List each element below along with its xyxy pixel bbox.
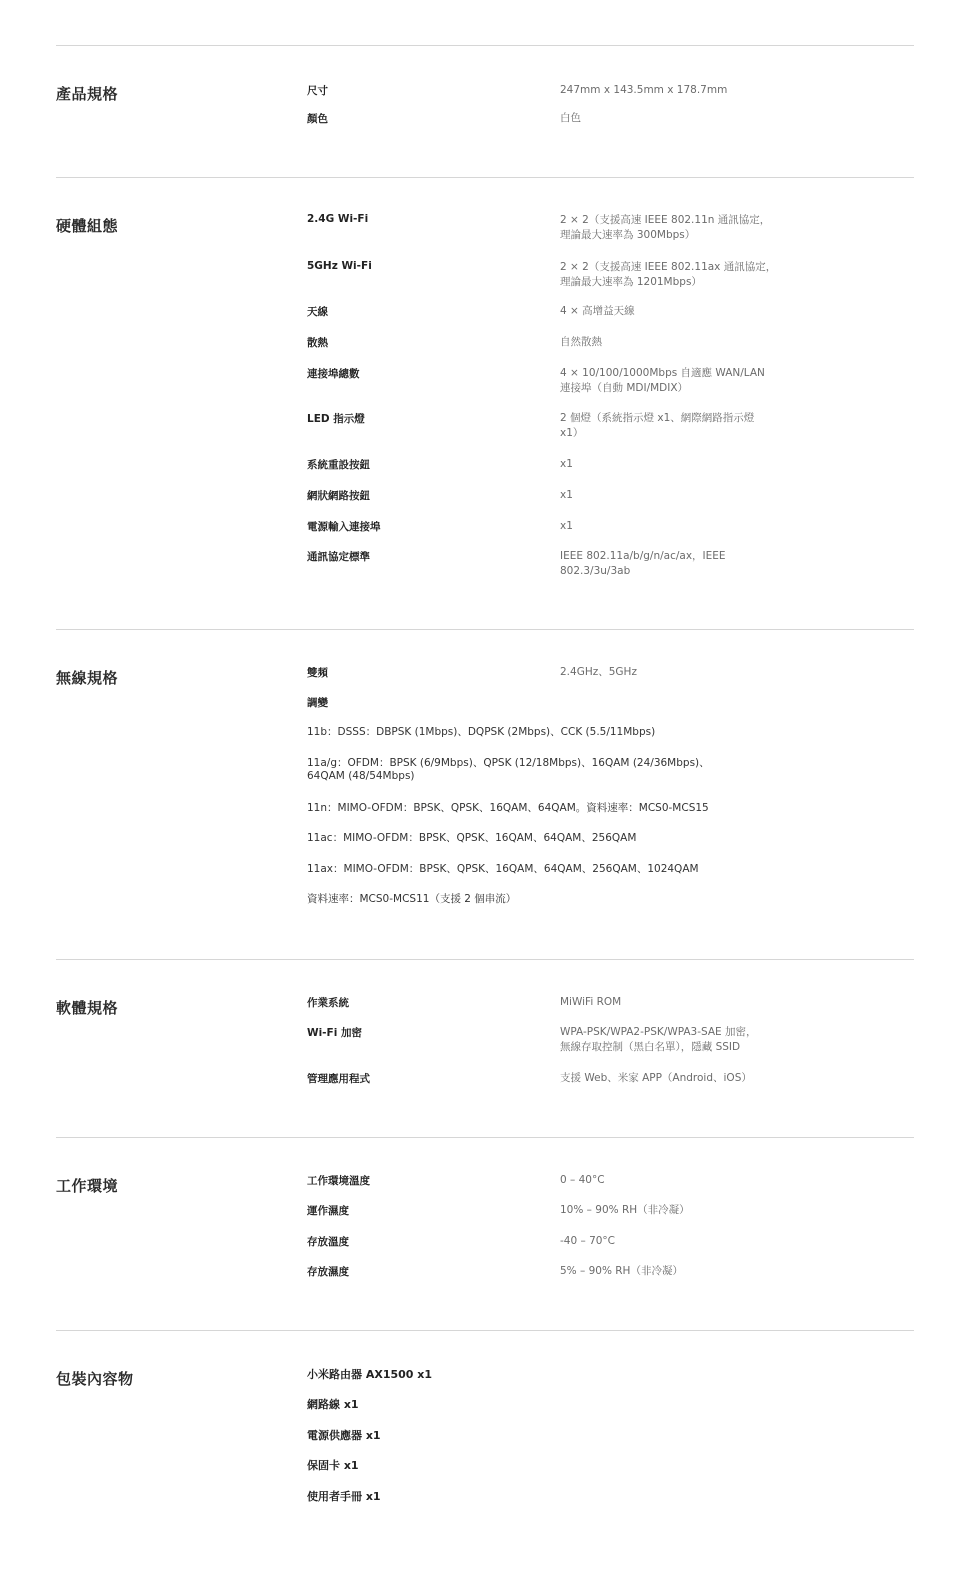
spec-value: 支援 Web、米家 APP（Android、iOS）	[560, 1072, 752, 1084]
spec-value: 2.4GHz、5GHz	[560, 666, 637, 678]
spec-value: 0 – 40°C	[560, 1174, 605, 1186]
section-divider	[56, 629, 914, 630]
spec-label: 調變	[307, 697, 328, 709]
spec-label: 系統重設按鈕	[307, 459, 370, 471]
spec-label: 工作環境溫度	[307, 1175, 370, 1187]
section-title: 工作環境	[56, 1177, 119, 1195]
modulation-text: 11ac：MIMO-OFDM：BPSK、QPSK、16QAM、64QAM、256QAM	[307, 832, 637, 844]
spec-value: 2 個燈（系統指示燈 x1、網際網路指示燈 x1）	[560, 412, 755, 439]
spec-label: 天線	[307, 306, 328, 318]
spec-label: 2.4G Wi-Fi	[307, 213, 369, 225]
spec-value: WPA-PSK/WPA2-PSK/WPA3-SAE 加密， 無線存取控制（黑白名單），隱藏 SSID	[560, 1026, 757, 1053]
spec-label: 網狀網路按鈕	[307, 490, 370, 502]
spec-value: x1	[560, 458, 573, 470]
package-item-text: 網路線 x1	[307, 1398, 359, 1411]
spec-label: 存放溫度	[307, 1236, 349, 1248]
spec-value: 白色	[560, 112, 581, 124]
spec-value: x1	[560, 520, 573, 532]
section-title: 硬體組態	[56, 217, 119, 235]
spec-label: 存放濕度	[307, 1266, 349, 1278]
section-title: 軟體規格	[56, 999, 119, 1017]
spec-value: 2 × 2（支援高速 IEEE 802.11ax 通訊協定， 理論最大速率為 1201Mbps）	[560, 261, 777, 288]
spec-label: 顏色	[307, 113, 328, 125]
spec-label: LED 指示燈	[307, 413, 365, 425]
section-divider	[56, 177, 914, 178]
spec-label: 雙頻	[307, 667, 328, 679]
modulation-text: 11ax：MIMO-OFDM：BPSK、QPSK、16QAM、64QAM、256QAM、1024QAM	[307, 863, 699, 875]
spec-value: -40 – 70°C	[560, 1235, 616, 1247]
spec-value: 10% – 90% RH（非冷凝）	[560, 1204, 690, 1216]
spec-value: 4 × 高增益天線	[560, 305, 635, 317]
spec-label: 電源輸入連接埠	[307, 521, 381, 533]
spec-label: 通訊協定標準	[307, 551, 370, 563]
spec-value: 247mm x 143.5mm x 178.7mm	[560, 84, 728, 96]
spec-label: 作業系統	[307, 997, 349, 1009]
modulation-text: 11b：DSSS：DBPSK (1Mbps)、DQPSK (2Mbps)、CCK (5.5/11Mbps)	[307, 726, 656, 738]
spec-value: 2 × 2（支援高速 IEEE 802.11n 通訊協定， 理論最大速率為 300Mbps）	[560, 214, 771, 241]
modulation-text: 11a/g：OFDM：BPSK (6/9Mbps)、QPSK (12/18Mbps)、16QAM (24/36Mbps)、 64QAM (48/54Mbps)	[307, 757, 710, 782]
section-divider	[56, 1137, 914, 1138]
spec-label: 連接埠總數	[307, 368, 360, 380]
section-divider	[56, 45, 914, 46]
spec-label: 運作濕度	[307, 1205, 349, 1217]
package-item-text: 使用者手冊 x1	[307, 1490, 381, 1503]
section-divider	[56, 1330, 914, 1331]
package-item-text: 小米路由器 AX1500 x1	[307, 1368, 433, 1381]
spec-label: 散熱	[307, 337, 328, 349]
section-title: 無線規格	[56, 669, 119, 687]
spec-value: x1	[560, 489, 573, 501]
modulation-text: 11n：MIMO-OFDM：BPSK、QPSK、16QAM、64QAM。資料速率：MCS0-MCS15	[307, 802, 709, 814]
spec-label: 5GHz Wi-Fi	[307, 260, 372, 272]
section-title: 包裝內容物	[56, 1370, 134, 1388]
modulation-text: 資料速率：MCS0-MCS11（支援 2 個串流）	[307, 893, 517, 905]
spec-label: Wi-Fi 加密	[307, 1027, 362, 1039]
spec-value: IEEE 802.11a/b/g/n/ac/ax，IEEE 802.3/3u/3ab	[560, 550, 726, 577]
spec-label: 管理應用程式	[307, 1073, 370, 1085]
section-title: 產品規格	[56, 85, 119, 103]
spec-value: 5% – 90% RH（非冷凝）	[560, 1265, 683, 1277]
spec-value: 自然散熱	[560, 336, 602, 348]
spec-value: 4 × 10/100/1000Mbps 自適應 WAN/LAN 連接埠（自動 MDI/MDIX）	[560, 367, 765, 394]
section-divider	[56, 959, 914, 960]
package-item-text: 電源供應器 x1	[307, 1429, 381, 1442]
package-item-text: 保固卡 x1	[307, 1459, 359, 1472]
spec-value: MiWiFi ROM	[560, 996, 622, 1008]
spec-label: 尺寸	[307, 85, 328, 97]
